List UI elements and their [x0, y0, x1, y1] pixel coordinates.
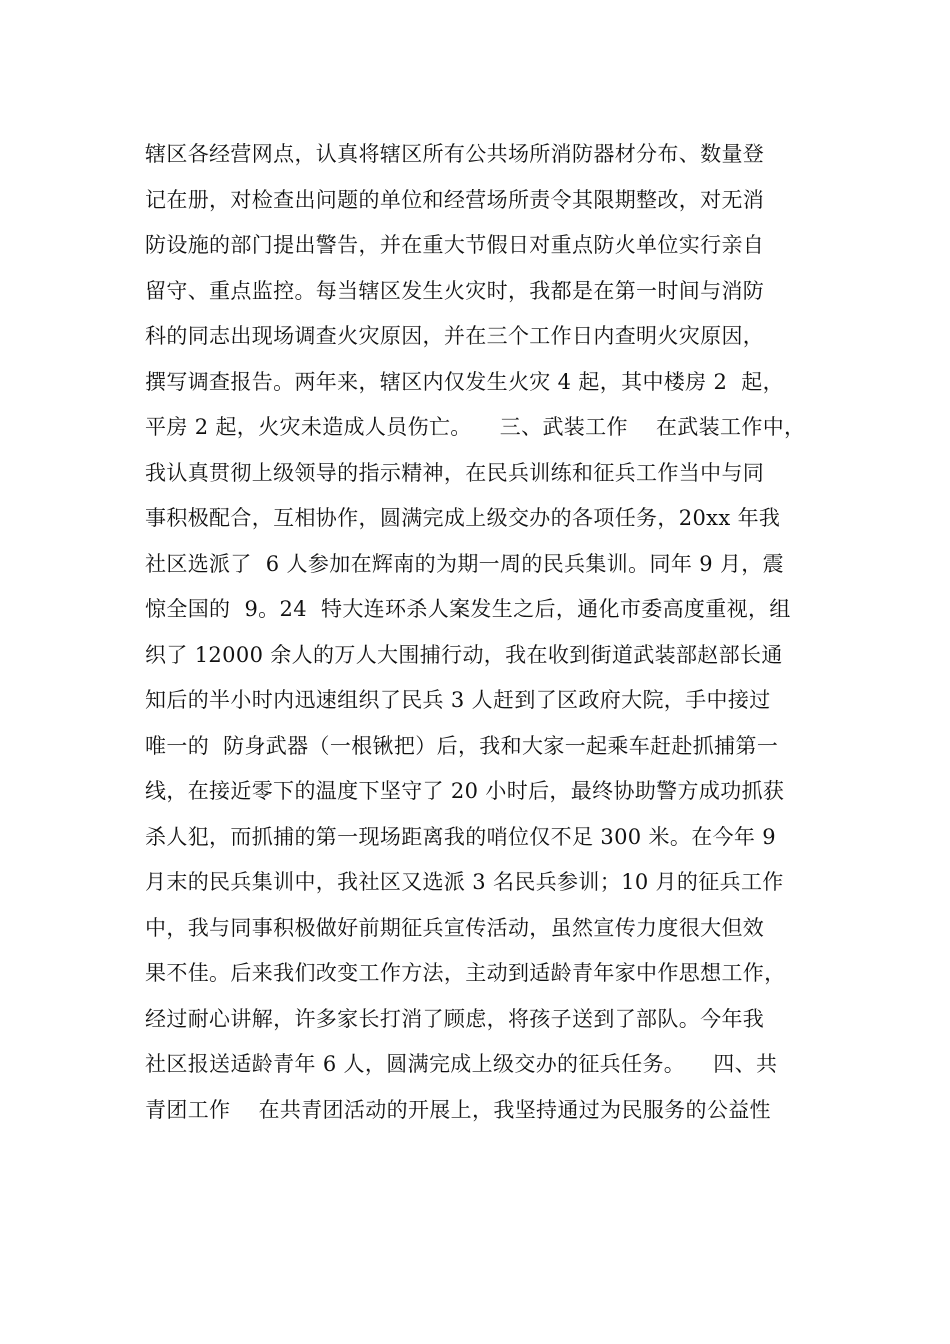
text-line: 留守、重点监控。每当辖区发生火灾时，我都是在第一时间与消防 [145, 278, 765, 303]
text-line: 事积极配合，互相协作，圆满完成上级交办的各项任务，20xx 年我 [145, 506, 781, 530]
text-line: 平房 2 起，火灾未造成人员伤亡。 三、武装工作 在武装工作中， [145, 415, 806, 439]
text-line: 防设施的部门提出警告，并在重大节假日对重点防火单位实行亲自 [145, 233, 765, 257]
text-line: 社区报送适龄青年 6 人，圆满完成上级交办的征兵任务。 四、共 [145, 1052, 778, 1076]
text-line: 经过耐心讲解，许多家长打消了顾虑，将孩子送到了部队。今年我 [145, 1006, 765, 1031]
text-line: 线，在接近零下的温度下坚守了 20 小时后，最终协助警方成功抓获 [145, 779, 785, 803]
text-line: 青团工作 在共青团活动的开展上，我坚持通过为民服务的公益性 [145, 1097, 771, 1122]
text-line: 辖区各经营网点，认真将辖区所有公共场所消防器材分布、数量登 [145, 142, 765, 166]
text-line: 科的同志出现场调查火灾原因，并在三个工作日内查明火灾原因， [145, 324, 765, 348]
text-line: 社区选派了 6 人参加在辉南的为期一周的民兵集训。同年 9 月，震 [145, 551, 784, 576]
text-line: 中，我与同事积极做好前期征兵宣传活动，虽然宣传力度很大但效 [145, 915, 765, 940]
text-line: 果不佳。后来我们改变工作方法，主动到适龄青年家中作思想工作， [145, 961, 786, 985]
text-line: 记在册，对检查出问题的单位和经营场所责令其限期整改，对无消 [145, 187, 765, 212]
text-line: 织了 12000 余人的万人大围捕行动，我在收到街道武装部赵部长通 [145, 642, 783, 667]
text-line: 杀人犯，而抓捕的第一现场距离我的哨位仅不足 300 米。在今年 9 [145, 824, 777, 849]
text-line: 唯一的 防身武器（一根锹把）后，我和大家一起乘车赶赴抓捕第一 [145, 733, 779, 758]
text-line: 撰写调查报告。两年来，辖区内仅发生火灾 4 起，其中楼房 2 起， [145, 369, 784, 394]
text-line: 知后的半小时内迅速组织了民兵 3 人赶到了区政府大院，手中接过 [145, 688, 771, 712]
body-text [145, 132, 845, 1133]
text-line: 我认真贯彻上级领导的指示精神，在民兵训练和征兵工作当中与同 [145, 460, 765, 485]
text-line: 月末的民兵集训中，我社区又选派 3 名民兵参训；10 月的征兵工作 [145, 870, 784, 894]
text-line: 惊全国的 9。24 特大连环杀人案发生之后，通化市委高度重视，组 [145, 597, 791, 621]
